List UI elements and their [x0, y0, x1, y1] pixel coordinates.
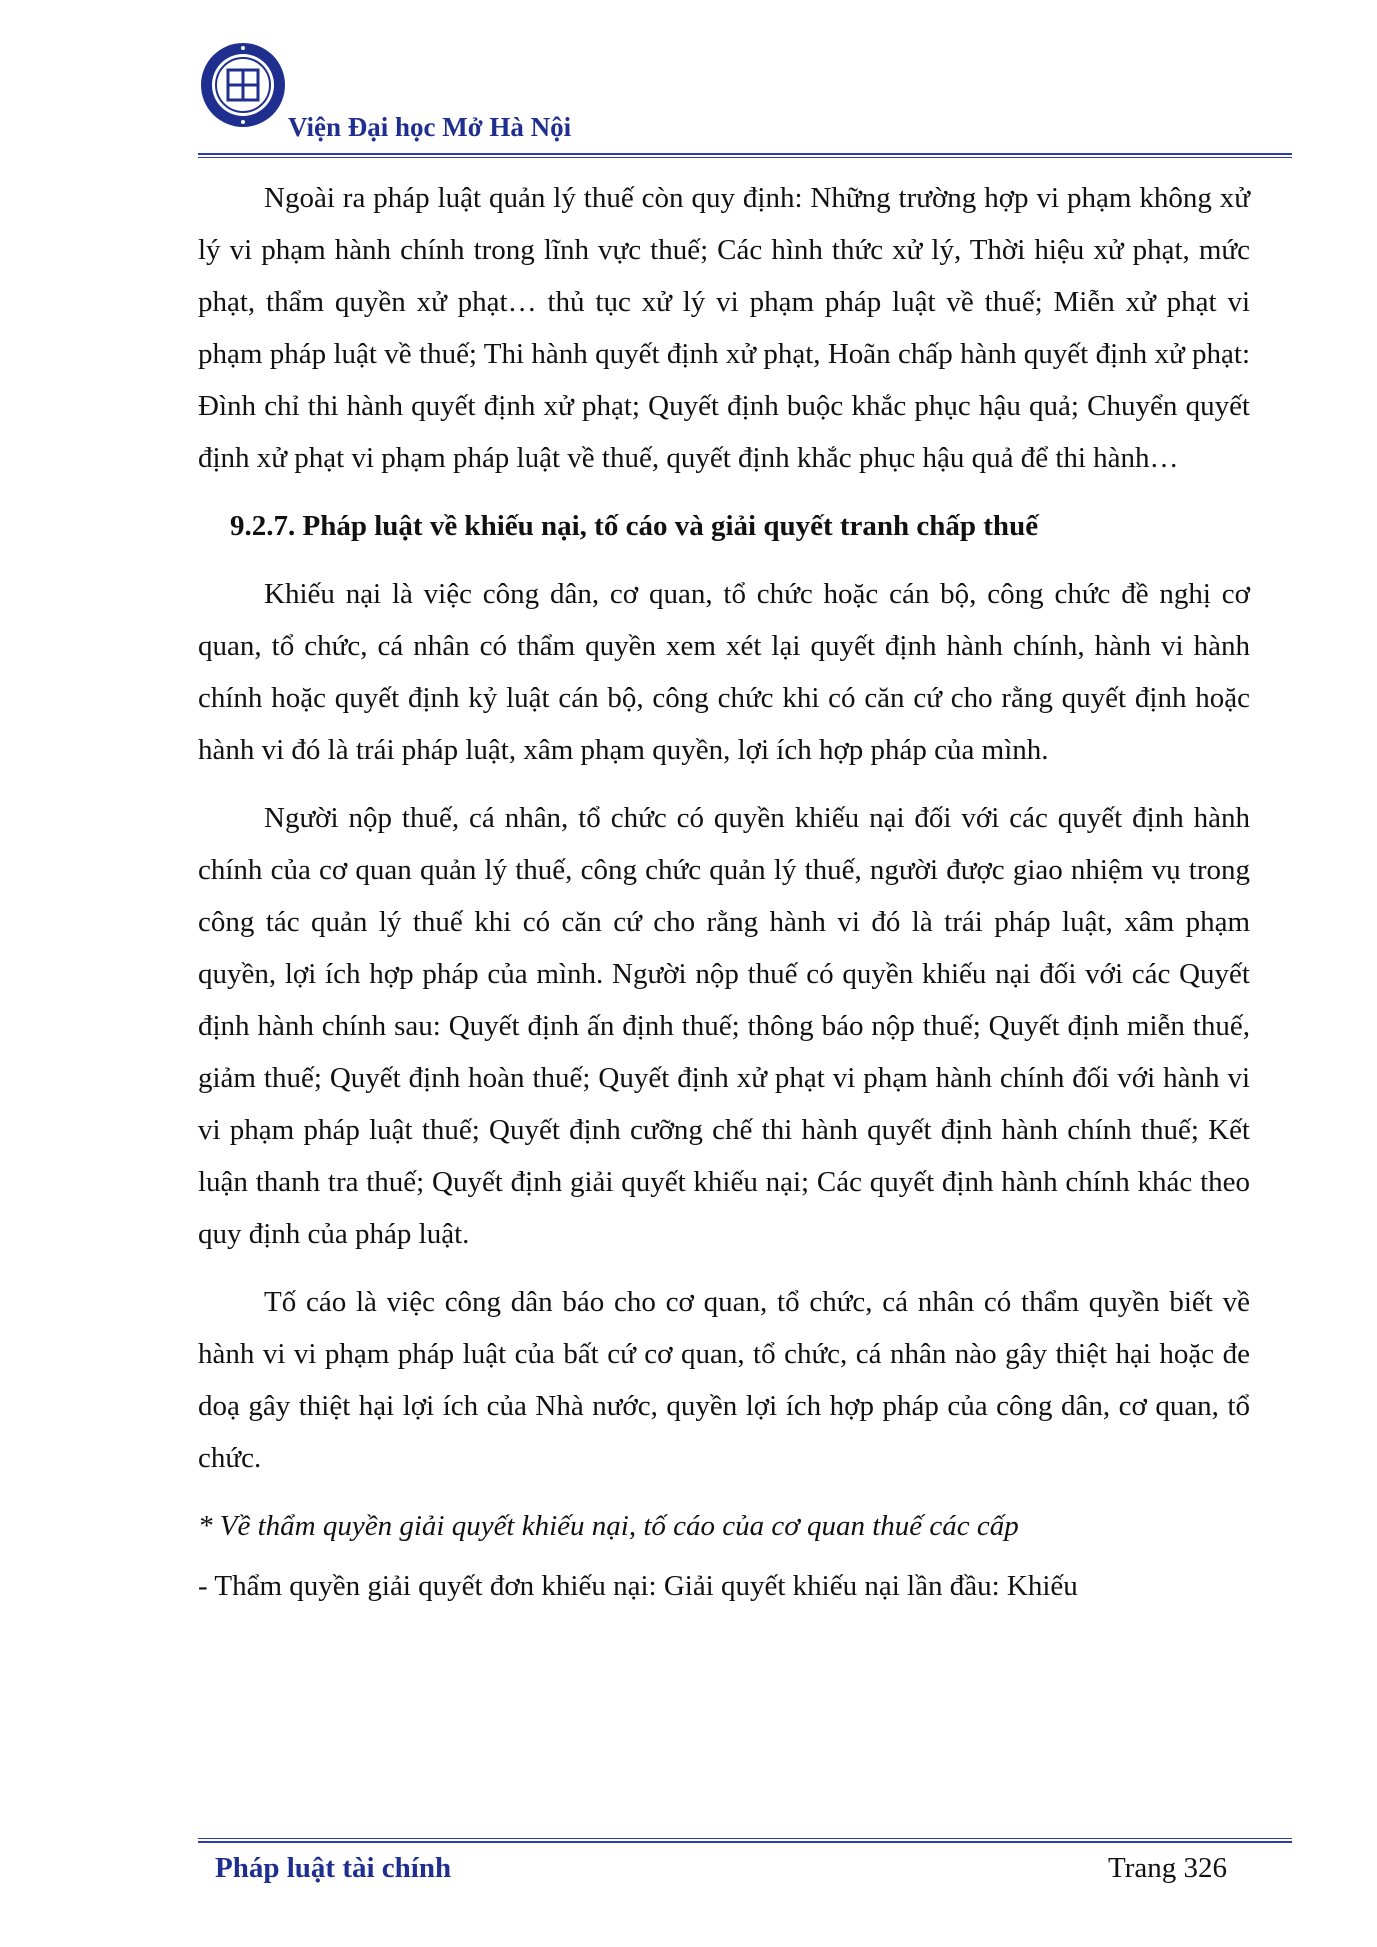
- footer-title: Pháp luật tài chính: [215, 1852, 452, 1884]
- bullet-line: - Thẩm quyền giải quyết đơn khiếu nại: Giải quyết khiếu nại lần đầu: Khiếu: [198, 1570, 1078, 1602]
- page-number: Trang 326: [1108, 1852, 1227, 1884]
- paragraph-denunciation-definition: Tố cáo là việc công dân báo cho cơ quan, tổ chức, cá nhân có thẩm quyền biết về hành vi vi phạm pháp luật của bất cứ cơ quan, tổ chức, cá nhân nào gây thiệt hại hoặc đe doạ gây thiệt hại lợi ích của Nhà nước, quyền lợi ích hợp pháp của công dân, cơ quan, tổ chức.: [198, 1286, 1250, 1474]
- page-body: [198, 172, 1250, 1612]
- footer-divider: [198, 1838, 1292, 1843]
- paragraph-complaint-definition: Khiếu nại là việc công dân, cơ quan, tổ chức hoặc cán bộ, công chức đề nghị cơ quan, tổ chức, cá nhân có thẩm quyền xem xét lại quyết định hành chính, hành vi hành chính hoặc quyết định kỷ luật cán bộ, công chức khi có căn cứ cho rằng quyết định hoặc hành vi đó là trái pháp luật, xâm phạm quyền, lợi ích hợp pháp của mình.: [198, 578, 1250, 766]
- paragraph-violations: Ngoài ra pháp luật quản lý thuế còn quy định: Những trường hợp vi phạm không xử lý vi phạm hành chính trong lĩnh vực thuế; Các hình thức xử lý, Thời hiệu xử phạt, mức phạt, thẩm quyền xử phạt… thủ tục xử lý vi phạm pháp luật về thuế; Miễn xử phạt vi phạm pháp luật về thuế; Thi hành quyết định xử phạt, Hoãn chấp hành quyết định xử phạt: Đình chỉ thi hành quyết định xử phạt; Quyết định buộc khắc phục hậu quả; Chuyển quyết định xử phạt vi phạm pháp luật về thuế, quyết định khắc phục hậu quả để thi hành…: [198, 182, 1250, 474]
- page-header: [198, 40, 1292, 160]
- section-heading: 9.2.7. Pháp luật về khiếu nại, tố cáo và giải quyết tranh chấp thuế: [230, 510, 1039, 542]
- university-logo: [198, 40, 288, 130]
- institution-name: Viện Đại học Mở Hà Nội: [288, 112, 572, 142]
- paragraph-taxpayer-rights: Người nộp thuế, cá nhân, tổ chức có quyền khiếu nại đối với các quyết định hành chính của cơ quan quản lý thuế, công chức quản lý thuế, người được giao nhiệm vụ trong công tác quản lý thuế khi có căn cứ cho rằng hành vi đó là trái pháp luật, xâm phạm quyền, lợi ích hợp pháp của mình. Người nộp thuế có quyền khiếu nại đối với các Quyết định hành chính sau: Quyết định ấn định thuế; thông báo nộp thuế; Quyết định miễn thuế, giảm thuế; Quyết định hoàn thuế; Quyết định xử phạt vi phạm hành chính đối với hành vi vi phạm pháp luật thuế; Quyết định cưỡng chế thi hành quyết định hành chính thuế; Kết luận thanh tra thuế; Quyết định giải quyết khiếu nại; Các quyết định hành chính khác theo quy định của pháp luật.: [198, 802, 1250, 1250]
- italic-subheading: * Về thẩm quyền giải quyết khiếu nại, tố cáo của cơ quan thuế các cấp: [198, 1510, 1019, 1542]
- header-divider: [198, 153, 1292, 158]
